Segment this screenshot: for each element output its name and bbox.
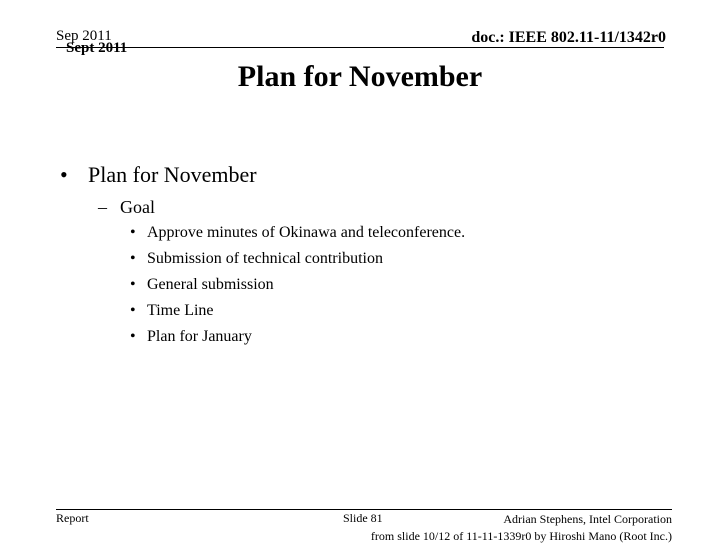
header-date-overlay: Sept 2011	[66, 40, 128, 56]
list-item	[130, 328, 252, 346]
bullet-icon: •	[60, 162, 68, 187]
bullet-icon: •	[130, 224, 136, 241]
slide-title: Plan for November	[237, 60, 483, 93]
footer-report-label: Report	[56, 511, 89, 525]
list-item-text: Submission of technical contribution	[147, 250, 383, 267]
document-id: doc.: IEEE 802.11-11/1342r0	[471, 29, 666, 46]
list-item	[130, 302, 214, 320]
header-date: Sep 2011	[56, 28, 112, 44]
bullet-icon: •	[130, 302, 136, 319]
footer-divider	[56, 509, 672, 510]
list-item-text: Plan for January	[147, 328, 252, 345]
list-item	[130, 224, 465, 242]
list-item-text: Time Line	[147, 302, 214, 319]
sub-heading: Goal	[120, 197, 155, 217]
bullet-text: Plan for November	[88, 162, 257, 187]
list-item-text: General submission	[147, 276, 274, 293]
dash-icon: –	[98, 197, 107, 217]
bullet-level-1	[60, 162, 257, 188]
footer-source: from slide 10/12 of 11-11-1339r0 by Hiroshi Mano (Root Inc.)	[370, 529, 672, 543]
bullet-icon: •	[130, 328, 136, 345]
header-divider	[56, 47, 664, 48]
list-item	[130, 250, 383, 268]
bullet-icon: •	[130, 250, 136, 267]
list-item	[130, 276, 274, 294]
bullet-level-2	[98, 197, 155, 218]
slide-number: Slide 81	[343, 511, 383, 525]
list-item-text: Approve minutes of Okinawa and teleconference.	[147, 224, 466, 241]
bullet-icon: •	[130, 276, 136, 293]
footer-author: Adrian Stephens, Intel Corporation	[503, 512, 672, 526]
